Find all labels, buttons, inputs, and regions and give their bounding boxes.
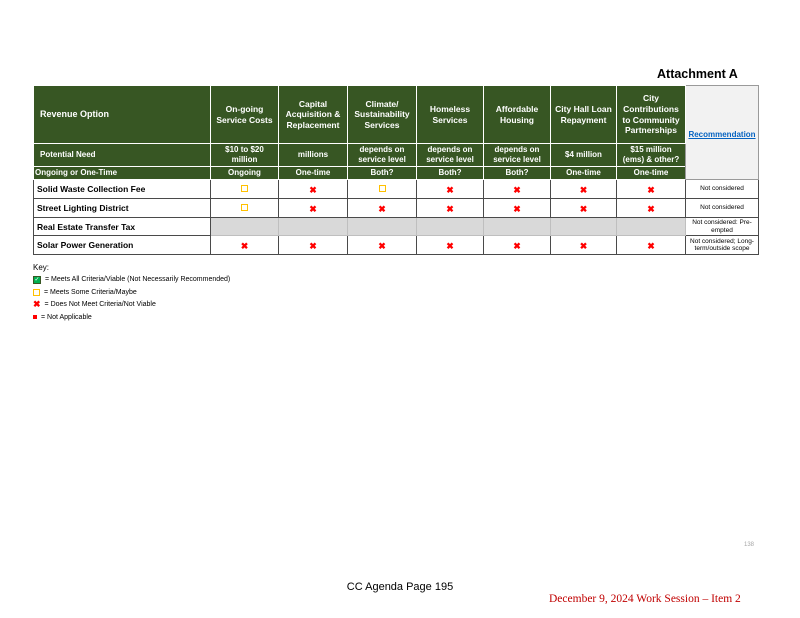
- key-item-label: = Does Not Meet Criteria/Not Viable: [44, 301, 156, 308]
- col-header-city-contributions: City Contributions to Community Partnerships: [617, 86, 686, 144]
- mark-cell: [348, 199, 417, 218]
- does-not-meet-icon: ✖: [309, 241, 317, 251]
- mark-cell: [279, 236, 348, 255]
- does-not-meet-icon: ✖: [647, 241, 655, 251]
- does-not-meet-icon: ✖: [446, 204, 454, 214]
- col-header-climate-sustainability: Climate/ Sustainability Services: [348, 86, 417, 144]
- col-header-homeless-services: Homeless Services: [417, 86, 484, 144]
- attachment-label: Attachment A: [657, 67, 738, 81]
- ongoing-value: One-time: [617, 167, 686, 180]
- table-row: [34, 199, 759, 218]
- table-body: [34, 180, 759, 255]
- header-row: [34, 86, 759, 144]
- does-not-meet-icon: ✖: [309, 185, 317, 195]
- does-not-meet-icon: ✖: [513, 204, 521, 214]
- col-header-revenue-option: Revenue Option: [34, 86, 211, 144]
- mark-cell: [484, 199, 551, 218]
- empty-cell: [279, 218, 348, 236]
- recommendation-cell: Not considered: [686, 199, 759, 218]
- key-item-label: = Meets All Criteria/Viable (Not Necessarily Recommended): [45, 276, 231, 283]
- revenue-option-name: Street Lighting District: [34, 199, 211, 218]
- table-row: [34, 180, 759, 199]
- empty-cell: [484, 218, 551, 236]
- small-page-number: 138: [744, 542, 755, 548]
- empty-cell: [551, 218, 617, 236]
- potential-need-value: $4 million: [551, 144, 617, 167]
- potential-need-row: [34, 144, 759, 167]
- ongoing-value: Both?: [484, 167, 551, 180]
- recommendation-link[interactable]: Recommendation: [688, 129, 756, 139]
- does-not-meet-icon: ✖: [647, 185, 655, 195]
- does-not-meet-icon: ✖: [309, 204, 317, 214]
- mark-cell: [417, 199, 484, 218]
- key-item-label: = Not Applicable: [41, 313, 92, 321]
- empty-cell: [417, 218, 484, 236]
- col-header-capital-acquisition: Capital Acquisition & Replacement: [279, 86, 348, 144]
- ongoing-value: Ongoing: [211, 167, 279, 180]
- mark-cell: [617, 180, 686, 199]
- ongoing-value: Both?: [348, 167, 417, 180]
- key-item-label: = Meets Some Criteria/Maybe: [44, 288, 137, 296]
- does-not-meet-icon: ✖: [378, 204, 386, 214]
- revenue-table: [33, 85, 759, 255]
- ongoing-one-time-row: [34, 167, 759, 180]
- col-header-city-hall-loan: City Hall Loan Repayment: [551, 86, 617, 144]
- meets-all-icon: ✓: [34, 276, 40, 283]
- ongoing-value: One-time: [279, 167, 348, 180]
- ongoing-value: One-time: [551, 167, 617, 180]
- empty-cell: [348, 218, 417, 236]
- revenue-options-table: [33, 85, 758, 255]
- meets-some-icon: [241, 185, 248, 192]
- recommendation-cell: Not considered: [686, 180, 759, 199]
- potential-need-value: depends on service level: [484, 144, 551, 167]
- revenue-option-name: Real Estate Transfer Tax: [34, 218, 211, 236]
- mark-cell: [484, 180, 551, 199]
- does-not-meet-icon: ✖: [579, 204, 588, 214]
- potential-need-value: depends on service level: [348, 144, 417, 167]
- meets-some-icon: [33, 289, 40, 296]
- mark-cell: [617, 199, 686, 218]
- does-not-meet-icon: ✖: [647, 204, 655, 214]
- empty-cell: [617, 218, 686, 236]
- does-not-meet-icon: ✖: [579, 241, 588, 251]
- potential-need-value: millions: [279, 144, 348, 167]
- recommendation-cell: Not considered; Long-term/outside scope: [686, 236, 759, 255]
- mark-cell: [211, 199, 279, 218]
- mark-cell: [279, 180, 348, 199]
- recommendation-header-cell: [686, 86, 759, 180]
- mark-cell: [551, 180, 617, 199]
- key-item: [33, 313, 230, 322]
- mark-cell: [484, 236, 551, 255]
- mark-cell: [348, 236, 417, 255]
- mark-cell: [417, 180, 484, 199]
- potential-need-value: depends on service level: [417, 144, 484, 167]
- mark-cell: [617, 236, 686, 255]
- recommendation-cell: Not considered: Pre-empted: [686, 218, 759, 236]
- ongoing-one-time-label: Ongoing or One-Time: [34, 167, 211, 180]
- mark-cell: [551, 199, 617, 218]
- footer-work-session: December 9, 2024 Work Session – Item 2: [549, 593, 741, 605]
- does-not-meet-icon: ✖: [446, 185, 454, 195]
- does-not-meet-icon: ✖: [33, 299, 41, 309]
- revenue-option-name: Solid Waste Collection Fee: [34, 180, 211, 199]
- key-title: Key:: [33, 263, 50, 272]
- col-header-affordable-housing: Affordable Housing: [484, 86, 551, 144]
- key-item: [33, 300, 230, 309]
- key-section: [33, 263, 230, 325]
- empty-cell: [211, 218, 279, 236]
- meets-some-icon: [379, 185, 386, 192]
- table-row: [34, 236, 759, 255]
- does-not-meet-icon: ✖: [513, 241, 521, 251]
- key-item: [33, 288, 230, 297]
- meets-some-icon: [241, 204, 248, 211]
- footer-agenda-page: CC Agenda Page 195: [346, 581, 454, 593]
- does-not-meet-icon: ✖: [240, 241, 249, 251]
- mark-cell: [211, 236, 279, 255]
- does-not-meet-icon: ✖: [446, 241, 454, 251]
- does-not-meet-icon: ✖: [579, 185, 588, 195]
- key-item: [33, 275, 230, 284]
- mark-cell: [551, 236, 617, 255]
- revenue-option-name: Solar Power Generation: [34, 236, 211, 255]
- does-not-meet-icon: ✖: [378, 241, 386, 251]
- mark-cell: [348, 180, 417, 199]
- mark-cell: [279, 199, 348, 218]
- col-header-ongoing-service-costs: On-going Service Costs: [211, 86, 279, 144]
- potential-need-value: $15 million (ems) & other?: [617, 144, 686, 167]
- table-row: [34, 218, 759, 236]
- mark-cell: [417, 236, 484, 255]
- potential-need-label: Potential Need: [34, 144, 211, 167]
- not-applicable-icon: [33, 315, 37, 319]
- ongoing-value: Both?: [417, 167, 484, 180]
- potential-need-value: $10 to $20 million: [211, 144, 279, 167]
- mark-cell: [211, 180, 279, 199]
- does-not-meet-icon: ✖: [513, 185, 521, 195]
